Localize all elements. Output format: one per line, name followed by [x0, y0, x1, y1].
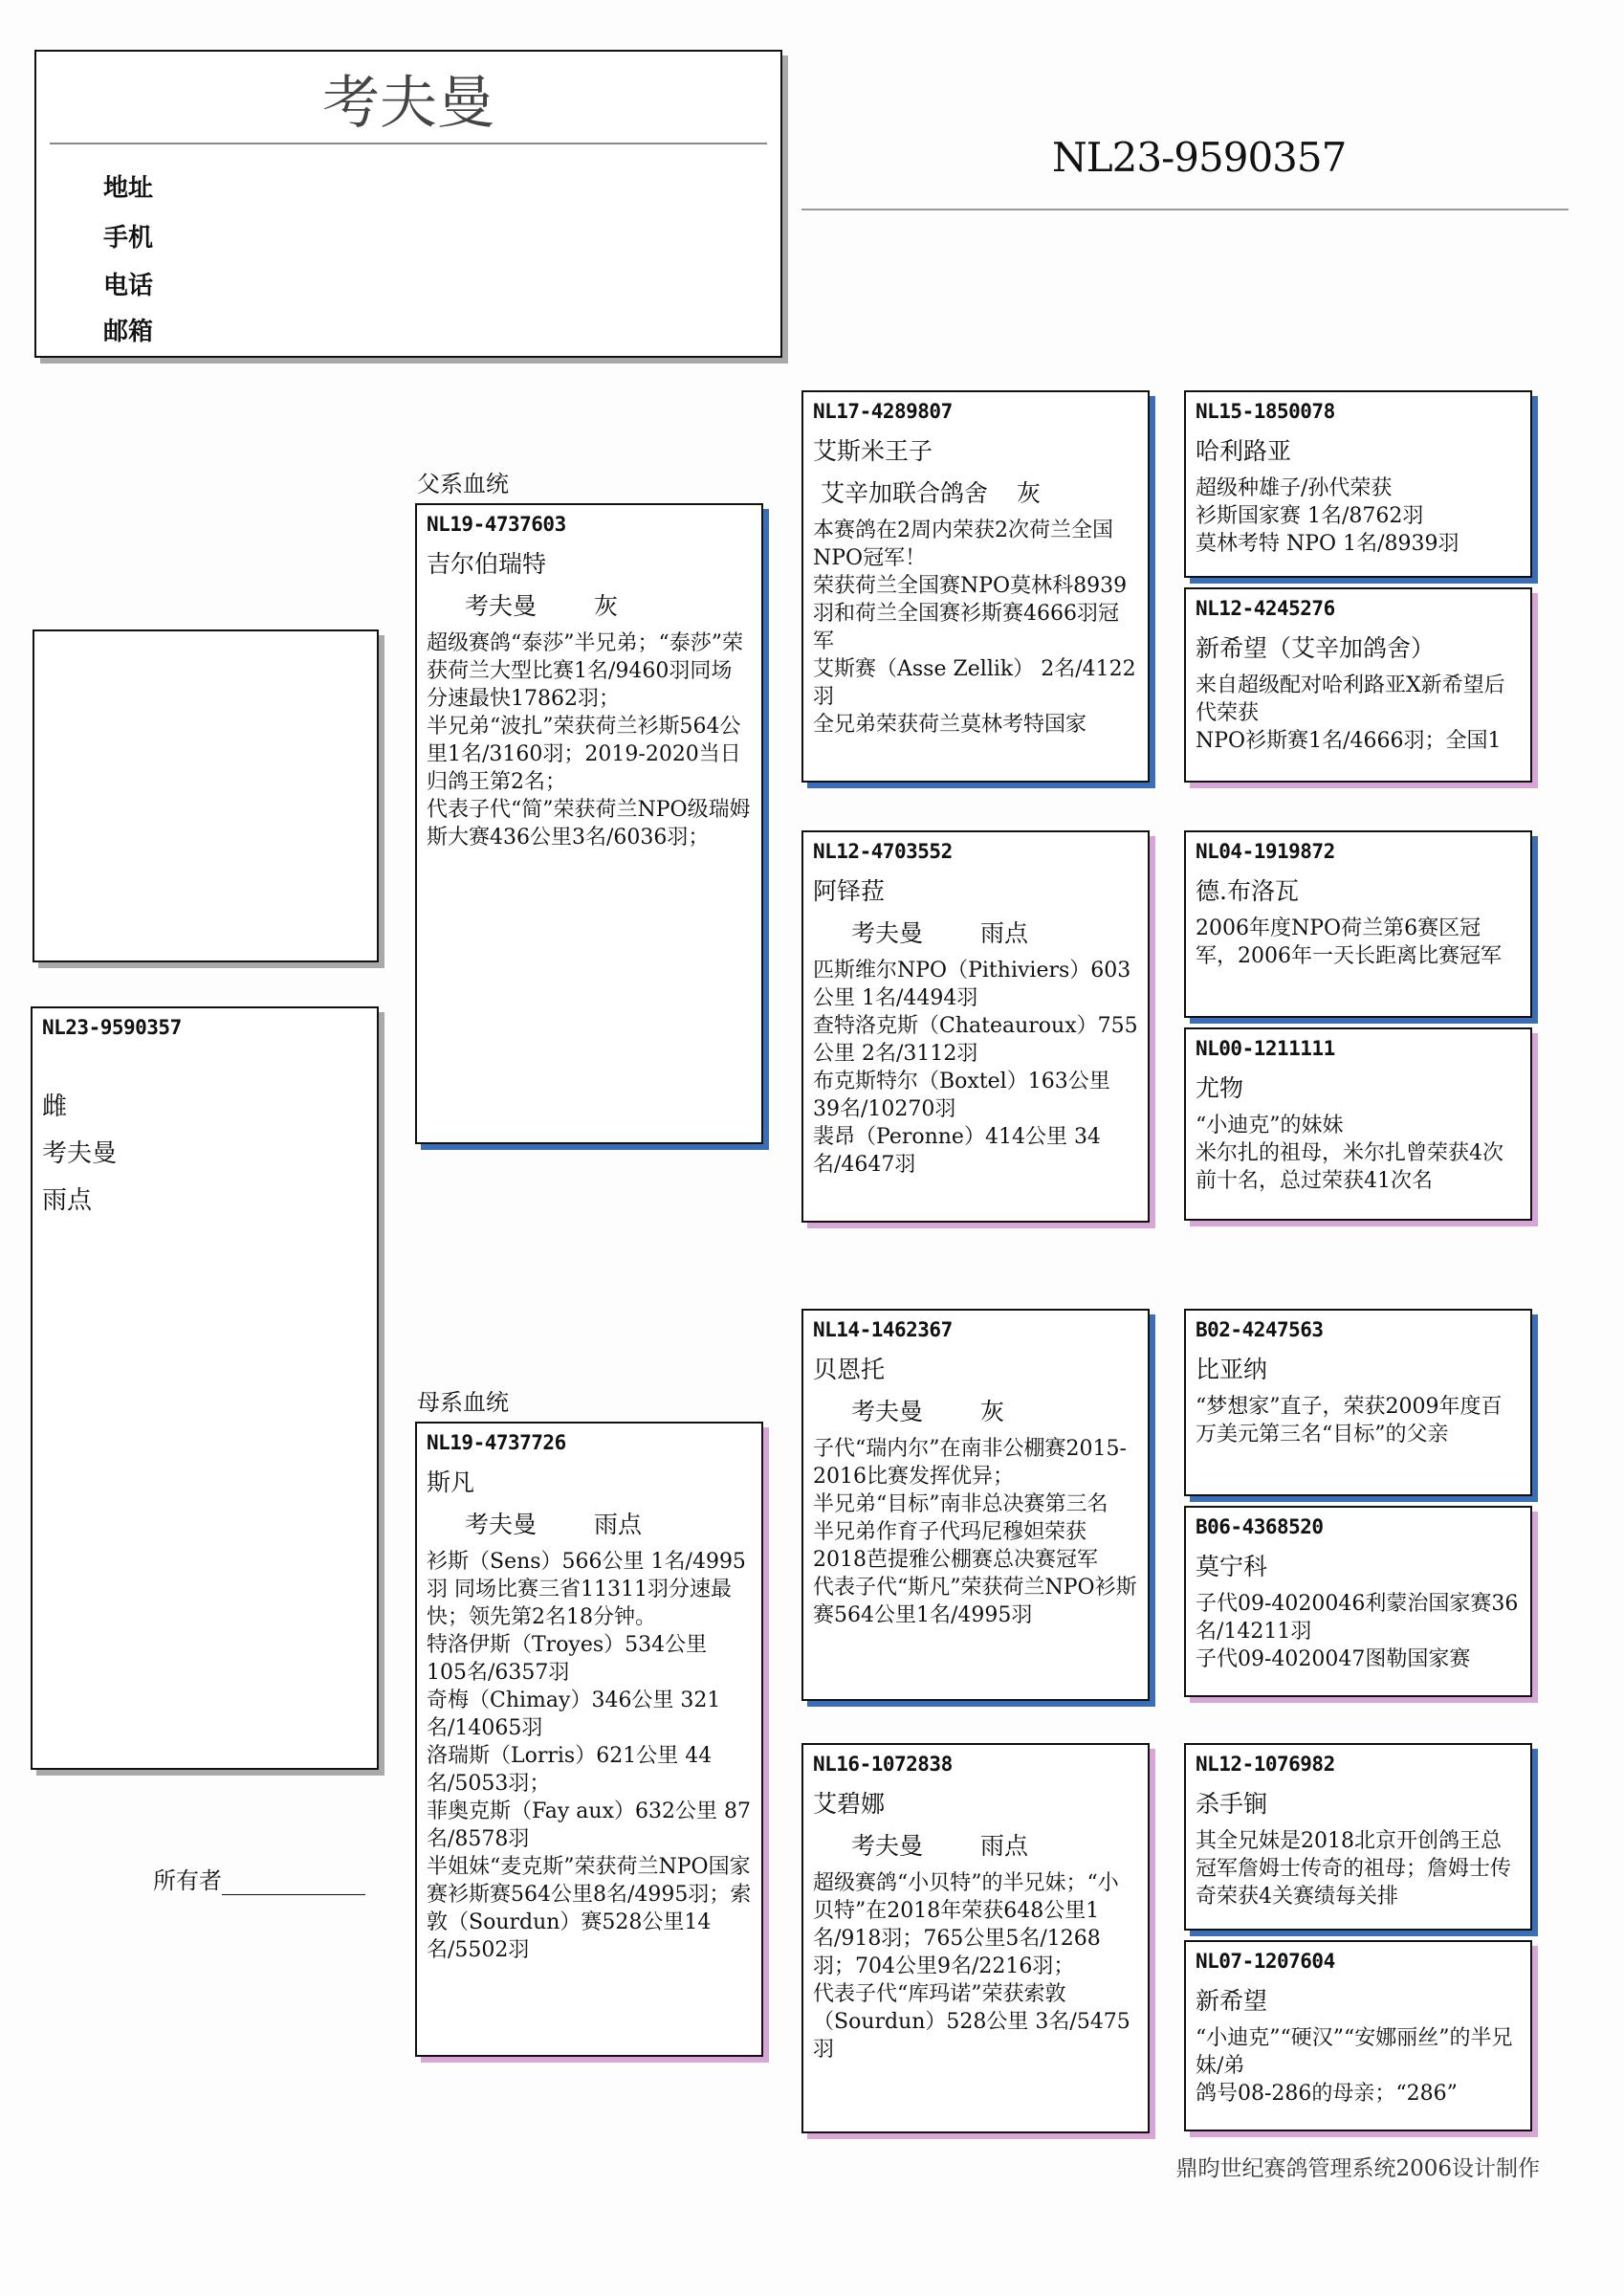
ggp8-name: 新希望 [1196, 1987, 1268, 2015]
grandparent-box-2 [801, 830, 1150, 1223]
ggp5-name: 比亚纳 [1196, 1356, 1268, 1383]
ggp8-description: “小迪克”“硬汉”“安娜丽丝”的半兄妹/弟 鸽号08-286的母亲；“286” [1196, 2026, 1513, 2106]
gp3-name: 贝恩托 [813, 1356, 886, 1383]
gp4-description: 超级赛鸽“小贝特”的半兄妹；“小贝特”在2018年荣获648公里1名/918羽；765公里5名/1268羽；704公里9名/2216羽； 代表子代“库玛诺”荣获索敦（Sourdun）528公里 3名/5475羽 [813, 1871, 1130, 2062]
grandparent-box-1 [801, 390, 1150, 783]
sire-ring: NL19-4737603 [427, 513, 566, 536]
gp4-name: 艾碧娜 [813, 1790, 886, 1818]
gp4-breeder: 考夫曼 [851, 1832, 924, 1860]
gp2-description: 匹斯维尔NPO（Pithiviers）603公里 1名/4494羽 查特洛克斯（Chateauroux）755公里 2名/3112羽 布克斯特尔（Boxtel）163公里 39名/10270羽 裴昂（Peronne）414公里 34名/4647羽 [813, 959, 1138, 1177]
ggp5-ring: B02-4247563 [1196, 1318, 1324, 1341]
dam-color: 雨点 [594, 1511, 643, 1538]
gp1-color: 灰 [1017, 479, 1042, 507]
gp2-breeder: 考夫曼 [851, 919, 924, 947]
great-grandparent-box-4 [1184, 1027, 1532, 1221]
sire-description: 超级赛鸽“泰莎”半兄弟；“泰莎”荣获荷兰大型比赛1名/9460羽同场分速最快17862羽； 半兄弟“波扎”荣获荷兰衫斯564公里1名/3160羽；2019-2020当日归鸽王第2名； 代表子代“简”荣获荷兰NPO级瑞姆斯大赛436公里3名/6036羽； [427, 631, 751, 850]
ggp6-description: 子代09-4020046利蒙治国家赛36名/14211羽 子代09-4020047图勒国家赛 [1196, 1592, 1519, 1671]
header-ring-underline [801, 209, 1569, 210]
great-grandparent-box-7 [1184, 1743, 1532, 1931]
ggp7-ring: NL12-1076982 [1196, 1753, 1335, 1776]
ggp7-description: 其全兄妹是2018北京开创鸽王总冠军詹姆士传奇的祖母；詹姆士传奇荣获4关赛绩每关排 [1196, 1829, 1512, 1909]
dam-ring: NL19-4737726 [427, 1431, 566, 1454]
dam-breeder: 考夫曼 [465, 1511, 538, 1538]
gp2-color: 雨点 [980, 919, 1029, 947]
ggp1-name: 哈利路亚 [1196, 437, 1292, 465]
ggp6-name: 莫宁科 [1196, 1553, 1268, 1580]
gp3-color: 灰 [980, 1398, 1005, 1425]
gp4-meta [813, 1827, 1138, 1862]
subject-sex: 雌 [42, 1093, 68, 1121]
header-ring-number: NL23-9590357 [1052, 134, 1347, 181]
great-grandparent-box-8 [1184, 1940, 1532, 2131]
dam-lineage-label: 母系血统 [417, 1389, 509, 1416]
contact-label-phone: 电话 [103, 272, 154, 300]
sire-breeder: 考夫曼 [465, 592, 538, 620]
sire-meta [427, 587, 752, 622]
ggp4-description: “小迪克”的妹妹 米尔扎的祖母，米尔扎曾荣获4次前十名，总过荣获41次名 [1196, 1114, 1503, 1193]
gp4-ring: NL16-1072838 [813, 1753, 953, 1776]
ggp7-name: 杀手锏 [1196, 1790, 1268, 1818]
gp2-meta [813, 915, 1138, 949]
gp3-ring: NL14-1462367 [813, 1318, 953, 1341]
gp1-name: 艾斯米王子 [813, 437, 933, 465]
gp3-breeder: 考夫曼 [851, 1398, 924, 1425]
sire-color: 灰 [594, 592, 619, 620]
grandparent-box-3 [801, 1309, 1150, 1701]
gp1-description: 本赛鸽在2周内荣获2次荷兰全国NPO冠军！ 荣获荷兰全国赛NPO莫林科8939羽和荷兰全国赛衫斯赛4666羽冠军 艾斯赛（Asse Zellik） 2名/4122羽 全兄弟荣获荷兰莫林考特国家 [813, 519, 1136, 737]
ggp6-ring: B06-4368520 [1196, 1515, 1324, 1538]
great-grandparent-box-1 [1184, 390, 1532, 578]
dam-description: 衫斯（Sens）566公里 1名/4995羽 同场比赛三省11311羽分速最快；领先第2名18分钟。 特洛伊斯（Troyes）534公里 105名/6357羽 奇梅（Chimay）346公里 321名/14065羽 洛瑞斯（Lorris）621公里 44名/5053羽； 菲奥克斯（Fay aux）632公里 87名/8578羽 半姐妹“麦克斯”荣获荷兰NPO国家赛衫斯赛564公里8名/4995羽；索敦（Sourdun）赛528公里14名/5502羽 [427, 1550, 752, 1962]
ggp3-name: 德.布洛瓦 [1196, 877, 1299, 905]
gp3-description: 子代“瑞内尔”在南非公棚赛2015-2016比赛发挥优异； 半兄弟“目标”南非总决赛第三名 半兄弟作育子代玛尼穆妲荣获2018芭提雅公棚赛总决赛冠军 代表子代“斯凡”荣获荷兰NPO衫斯赛564公里1名/4995羽 [813, 1437, 1137, 1627]
sire-box [415, 503, 763, 1144]
contact-label-address: 地址 [103, 174, 154, 203]
ggp2-ring: NL12-4245276 [1196, 597, 1335, 620]
ggp2-name: 新希望（艾辛加鸽舍） [1196, 634, 1436, 662]
ggp5-description: “梦想家”直子，荣获2009年度百万美元第三名“目标”的父亲 [1196, 1395, 1503, 1446]
great-grandparent-box-3 [1184, 830, 1532, 1018]
title-underline [50, 143, 767, 144]
gp1-meta [813, 475, 1138, 509]
ggp8-ring: NL07-1207604 [1196, 1950, 1335, 1973]
owner-contact-box [34, 50, 782, 358]
ggp4-name: 尤物 [1196, 1074, 1244, 1102]
sire-name: 吉尔伯瑞特 [427, 550, 547, 578]
grandparent-box-4 [801, 1743, 1150, 2133]
gp4-color: 雨点 [980, 1832, 1029, 1860]
sire-lineage-label: 父系血统 [417, 471, 509, 497]
owner-name-title: 考夫曼 [322, 70, 494, 137]
owner-label: 所有者 [153, 1862, 365, 1895]
subject-breeder: 考夫曼 [42, 1139, 118, 1168]
ggp2-description: 来自超级配对哈利路亚X新希望后代荣获 NPO衫斯赛1名/4666羽；全国1 [1196, 673, 1505, 753]
contact-label-email: 邮箱 [103, 318, 154, 346]
ggp3-description: 2006年度NPO荷兰第6赛区冠军，2006年一天长距离比赛冠军 [1196, 916, 1502, 968]
gp2-ring: NL12-4703552 [813, 840, 953, 863]
dam-meta [427, 1506, 752, 1540]
ggp1-description: 超级种雄子/孙代荣获 衫斯国家赛 1名/8762羽 莫林考特 NPO 1名/8939羽 [1196, 476, 1459, 556]
subject-ring: NL23-9590357 [42, 1016, 182, 1039]
ggp1-ring: NL15-1850078 [1196, 400, 1335, 423]
great-grandparent-box-2 [1184, 587, 1532, 783]
great-grandparent-box-6 [1184, 1506, 1532, 1697]
gp1-breeder: 艾辛加联合鸽舍 [821, 479, 989, 507]
great-grandparent-box-5 [1184, 1309, 1532, 1496]
subject-color: 雨点 [42, 1186, 93, 1215]
ggp4-ring: NL00-1211111 [1196, 1037, 1335, 1060]
gp1-ring: NL17-4289807 [813, 400, 953, 423]
footer-credit: 鼎昀世纪赛鸽管理系统2006设计制作 [1175, 2156, 1540, 2181]
dam-name: 斯凡 [427, 1468, 475, 1496]
photo-box [33, 629, 379, 962]
ggp3-ring: NL04-1919872 [1196, 840, 1335, 863]
gp3-meta [813, 1393, 1138, 1427]
dam-box [415, 1422, 763, 2057]
gp2-name: 阿铎菈 [813, 877, 886, 905]
subject-bird-box [31, 1006, 379, 1770]
contact-label-mobile: 手机 [103, 224, 154, 253]
